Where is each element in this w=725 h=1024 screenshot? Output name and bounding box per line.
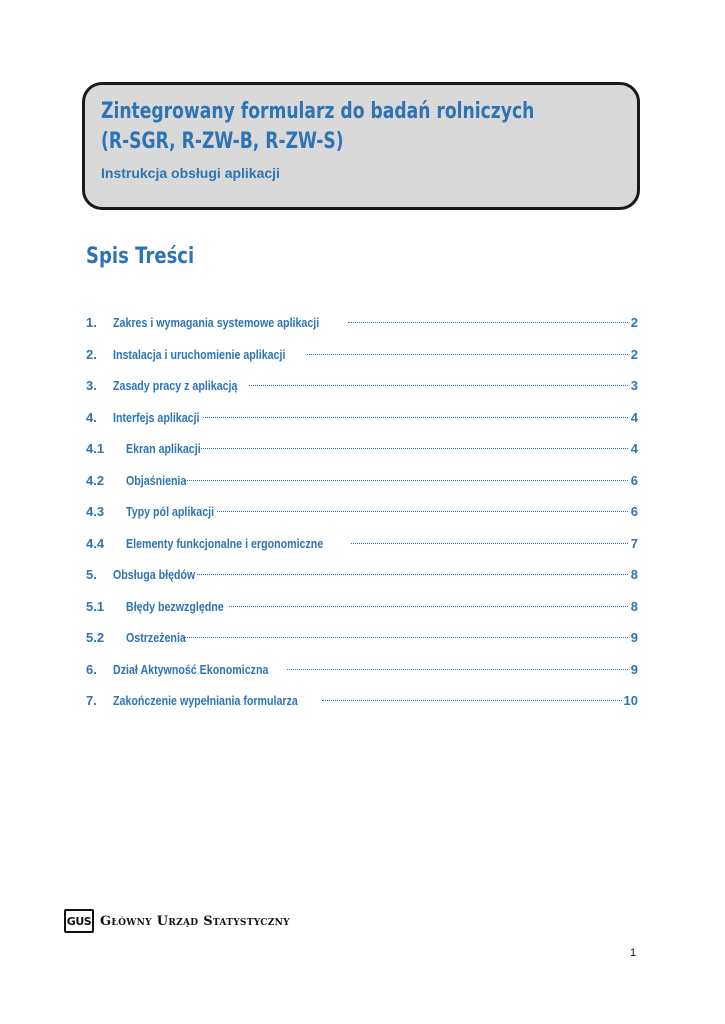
toc-dot-leader: [307, 354, 628, 355]
toc-dot-leader: [183, 637, 628, 638]
toc-dot-leader: [217, 511, 628, 512]
toc-entry-page[interactable]: 4: [630, 409, 638, 425]
document-title-line-2: (R-SGR, R-ZW-B, R-ZW-S): [101, 129, 344, 154]
toc-entry-number: 4.2: [86, 472, 105, 488]
toc-entry-title[interactable]: Zakres i wymagania systemowe aplikacji: [113, 315, 320, 330]
toc-entry[interactable]: [86, 433, 638, 465]
toc-dot-leader: [287, 669, 628, 670]
toc-entry[interactable]: [86, 402, 638, 434]
toc-entry-number: 3.: [86, 378, 97, 393]
toc-entry-title[interactable]: Ostrzeżenia: [126, 630, 186, 645]
toc-dot-leader: [201, 448, 628, 449]
toc-dot-leader: [203, 417, 629, 418]
toc-entry-number: 5.1: [86, 598, 105, 614]
toc-entry-page[interactable]: 8: [630, 567, 638, 582]
toc-dot-leader: [351, 543, 628, 544]
toc-entry-number: 1.: [86, 315, 97, 330]
toc-entry[interactable]: [86, 528, 638, 560]
toc-entry-number: 4.4: [86, 535, 105, 551]
toc-entry[interactable]: [86, 307, 638, 339]
toc-entry-number: 2.: [86, 346, 97, 362]
toc-entry-title[interactable]: Błędy bezwzględne: [126, 598, 224, 614]
toc-entry-title[interactable]: Interfejs aplikacji: [113, 409, 200, 425]
toc-entry-title[interactable]: Typy pól aplikacji: [126, 504, 215, 519]
toc-entry-number: 4.: [86, 409, 97, 425]
toc-entry-number: 4.1: [86, 441, 105, 456]
page-number: 1: [630, 947, 637, 959]
toc-entry-page[interactable]: 6: [630, 472, 638, 488]
toc-entry[interactable]: [86, 622, 638, 654]
document-subtitle: Instrukcja obsługi aplikacji: [101, 165, 280, 181]
toc-entry-number: 4.3: [86, 504, 105, 519]
document-title-line-1: Zintegrowany formularz do badań rolniczych: [101, 99, 535, 124]
toc-entry-title[interactable]: Zakończenie wypełniania formularza: [113, 693, 298, 708]
toc-entry[interactable]: [86, 559, 638, 591]
toc-entry-page[interactable]: 7: [630, 535, 638, 551]
toc-entry-number: 6.: [86, 661, 97, 677]
toc-entry-title[interactable]: Instalacja i uruchomienie aplikacji: [113, 346, 286, 362]
gus-logo: [64, 909, 290, 933]
toc-entry-page[interactable]: 10: [623, 693, 638, 708]
toc-entry[interactable]: [86, 591, 638, 623]
toc-entry-page[interactable]: 3: [630, 378, 638, 393]
toc-heading: Spis Treści: [86, 244, 195, 269]
toc-entry-number: 5.2: [86, 630, 105, 645]
toc-entry-page[interactable]: 8: [630, 598, 638, 614]
toc-entry-page[interactable]: 4: [630, 441, 638, 456]
toc-entry-page[interactable]: 6: [630, 504, 638, 519]
gus-logo-icon: GUS: [64, 909, 94, 933]
toc-dot-leader: [249, 385, 628, 386]
toc-dot-leader: [197, 574, 628, 575]
toc-entry-number: 7.: [86, 693, 97, 708]
toc-entry[interactable]: [86, 654, 638, 686]
table-of-contents: [86, 307, 638, 717]
toc-entry[interactable]: [86, 339, 638, 371]
toc-dot-leader: [229, 606, 628, 607]
toc-entry-page[interactable]: 2: [630, 346, 638, 362]
toc-dot-leader: [348, 322, 628, 323]
toc-dot-leader: [184, 480, 628, 481]
toc-entry[interactable]: [86, 496, 638, 528]
toc-entry[interactable]: [86, 465, 638, 497]
toc-entry-page[interactable]: 9: [630, 630, 638, 645]
toc-entry-title[interactable]: Elementy funkcjonalne i ergonomiczne: [126, 535, 324, 551]
toc-entry-title[interactable]: Obsługa błędów: [113, 567, 196, 582]
toc-entry-title[interactable]: Ekran aplikacji: [126, 441, 201, 456]
toc-entry-number: 5.: [86, 567, 97, 582]
toc-dot-leader: [322, 700, 621, 701]
organization-name: Główny Urząd Statystyczny: [100, 913, 290, 929]
toc-entry-page[interactable]: 9: [630, 661, 638, 677]
toc-entry-title[interactable]: Objaśnienia: [126, 472, 187, 488]
toc-entry[interactable]: [86, 685, 638, 717]
title-box: [82, 82, 640, 210]
toc-entry-title[interactable]: Zasady pracy z aplikacją: [113, 378, 238, 393]
toc-entry[interactable]: [86, 370, 638, 402]
toc-entry-title[interactable]: Dział Aktywność Ekonomiczna: [113, 661, 269, 677]
toc-entry-page[interactable]: 2: [630, 315, 638, 330]
